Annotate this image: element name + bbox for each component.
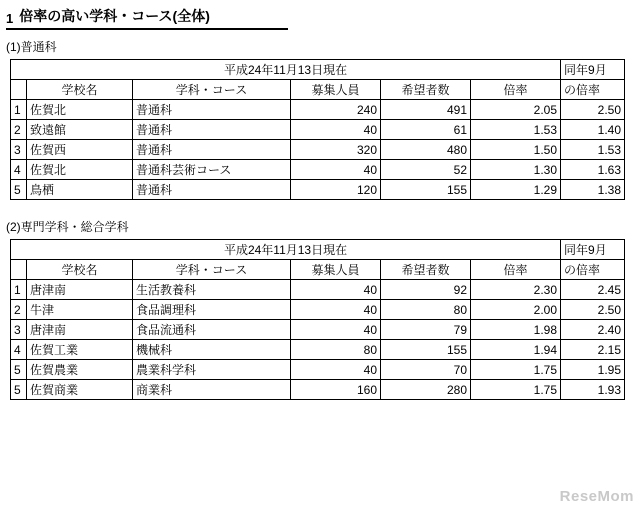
row-index: 2 xyxy=(11,120,27,140)
cell-school: 佐賀商業 xyxy=(27,380,133,400)
section-label-2: (2)専門学科・総合学科 xyxy=(6,220,129,234)
table-header-row xyxy=(11,260,625,280)
index-header-cell xyxy=(11,80,27,100)
row-index: 5 xyxy=(11,360,27,380)
watermark-logo: ReseMom xyxy=(559,488,634,505)
cell-rate: 1.53 xyxy=(471,120,561,140)
row-index: 3 xyxy=(11,320,27,340)
table-row xyxy=(11,280,625,300)
cell-prev-rate: 1.38 xyxy=(561,180,625,200)
cell-school: 佐賀工業 xyxy=(27,340,133,360)
cell-capacity: 40 xyxy=(291,160,381,180)
column-header-capacity: 募集人員 xyxy=(291,260,381,280)
table-row xyxy=(11,100,625,120)
date-header-cell: 平成24年11月13日現在 xyxy=(11,60,561,80)
cell-capacity: 40 xyxy=(291,360,381,380)
cell-course: 食品調理科 xyxy=(133,300,291,320)
cell-school: 鳥栖 xyxy=(27,180,133,200)
page-title-text: 倍率の高い学科・コース(全体) xyxy=(19,8,210,24)
column-header-rate: 倍率 xyxy=(471,260,561,280)
cell-rate: 2.05 xyxy=(471,100,561,120)
document-page xyxy=(0,6,640,507)
row-index: 1 xyxy=(11,100,27,120)
cell-course: 機械科 xyxy=(133,340,291,360)
page-title-number: 1 xyxy=(6,11,14,26)
cell-course: 普通科 xyxy=(133,180,291,200)
column-header-applicants: 希望者数 xyxy=(381,80,471,100)
cell-prev-rate: 1.53 xyxy=(561,140,625,160)
table-header-date-row xyxy=(11,60,625,80)
column-header-school: 学校名 xyxy=(27,260,133,280)
row-index: 3 xyxy=(11,140,27,160)
row-index: 4 xyxy=(11,160,27,180)
column-header-capacity: 募集人員 xyxy=(291,80,381,100)
cell-rate: 1.50 xyxy=(471,140,561,160)
prev-rate-header-line1: 同年9月 xyxy=(561,240,625,260)
cell-course: 農業科学科 xyxy=(133,360,291,380)
cell-rate: 2.00 xyxy=(471,300,561,320)
table-row xyxy=(11,160,625,180)
table-row xyxy=(11,380,625,400)
column-header-rate: 倍率 xyxy=(471,80,561,100)
row-index: 2 xyxy=(11,300,27,320)
column-header-school: 学校名 xyxy=(27,80,133,100)
cell-course: 普通科芸術コース xyxy=(133,160,291,180)
cell-applicants: 155 xyxy=(381,340,471,360)
cell-course: 食品流通科 xyxy=(133,320,291,340)
cell-applicants: 52 xyxy=(381,160,471,180)
cell-capacity: 40 xyxy=(291,120,381,140)
cell-applicants: 80 xyxy=(381,300,471,320)
cell-applicants: 491 xyxy=(381,100,471,120)
cell-school: 唐津南 xyxy=(27,320,133,340)
cell-prev-rate: 2.50 xyxy=(561,100,625,120)
cell-applicants: 92 xyxy=(381,280,471,300)
date-header-cell: 平成24年11月13日現在 xyxy=(11,240,561,260)
cell-school: 佐賀農業 xyxy=(27,360,133,380)
cell-applicants: 480 xyxy=(381,140,471,160)
cell-prev-rate: 2.45 xyxy=(561,280,625,300)
cell-capacity: 320 xyxy=(291,140,381,160)
cell-capacity: 160 xyxy=(291,380,381,400)
prev-rate-header-line2: の倍率 xyxy=(561,260,625,280)
cell-school: 佐賀西 xyxy=(27,140,133,160)
cell-prev-rate: 1.63 xyxy=(561,160,625,180)
table-header-row xyxy=(11,80,625,100)
cell-prev-rate: 1.40 xyxy=(561,120,625,140)
cell-course: 商業科 xyxy=(133,380,291,400)
cell-course: 普通科 xyxy=(133,120,291,140)
index-header-cell xyxy=(11,260,27,280)
cell-rate: 1.29 xyxy=(471,180,561,200)
cell-capacity: 40 xyxy=(291,300,381,320)
cell-applicants: 280 xyxy=(381,380,471,400)
table-futsuka xyxy=(10,59,625,200)
prev-rate-header-line2: の倍率 xyxy=(561,80,625,100)
section-label-1: (1)普通科 xyxy=(6,40,57,54)
cell-rate: 1.30 xyxy=(471,160,561,180)
cell-capacity: 120 xyxy=(291,180,381,200)
cell-applicants: 155 xyxy=(381,180,471,200)
cell-course: 普通科 xyxy=(133,140,291,160)
page-title xyxy=(6,6,288,30)
cell-capacity: 40 xyxy=(291,280,381,300)
cell-rate: 2.30 xyxy=(471,280,561,300)
column-header-applicants: 希望者数 xyxy=(381,260,471,280)
row-index: 5 xyxy=(11,380,27,400)
table-row xyxy=(11,180,625,200)
cell-prev-rate: 2.50 xyxy=(561,300,625,320)
cell-rate: 1.98 xyxy=(471,320,561,340)
table-row xyxy=(11,360,625,380)
table-row xyxy=(11,340,625,360)
row-index: 1 xyxy=(11,280,27,300)
cell-school: 牛津 xyxy=(27,300,133,320)
cell-prev-rate: 1.95 xyxy=(561,360,625,380)
cell-prev-rate: 1.93 xyxy=(561,380,625,400)
prev-rate-header-line1: 同年9月 xyxy=(561,60,625,80)
cell-school: 致遠館 xyxy=(27,120,133,140)
table-row xyxy=(11,120,625,140)
row-index: 4 xyxy=(11,340,27,360)
cell-prev-rate: 2.15 xyxy=(561,340,625,360)
cell-school: 唐津南 xyxy=(27,280,133,300)
table-header-date-row xyxy=(11,240,625,260)
cell-rate: 1.75 xyxy=(471,360,561,380)
cell-applicants: 79 xyxy=(381,320,471,340)
cell-rate: 1.75 xyxy=(471,380,561,400)
cell-course: 普通科 xyxy=(133,100,291,120)
column-header-course: 学科・コース xyxy=(133,80,291,100)
table-row xyxy=(11,300,625,320)
table-senmon-sogo xyxy=(10,239,625,400)
cell-capacity: 240 xyxy=(291,100,381,120)
cell-applicants: 70 xyxy=(381,360,471,380)
column-header-course: 学科・コース xyxy=(133,260,291,280)
row-index: 5 xyxy=(11,180,27,200)
cell-rate: 1.94 xyxy=(471,340,561,360)
table-row xyxy=(11,140,625,160)
cell-school: 佐賀北 xyxy=(27,160,133,180)
table-row xyxy=(11,320,625,340)
cell-capacity: 40 xyxy=(291,320,381,340)
cell-course: 生活教養科 xyxy=(133,280,291,300)
cell-prev-rate: 2.40 xyxy=(561,320,625,340)
cell-school: 佐賀北 xyxy=(27,100,133,120)
cell-applicants: 61 xyxy=(381,120,471,140)
cell-capacity: 80 xyxy=(291,340,381,360)
